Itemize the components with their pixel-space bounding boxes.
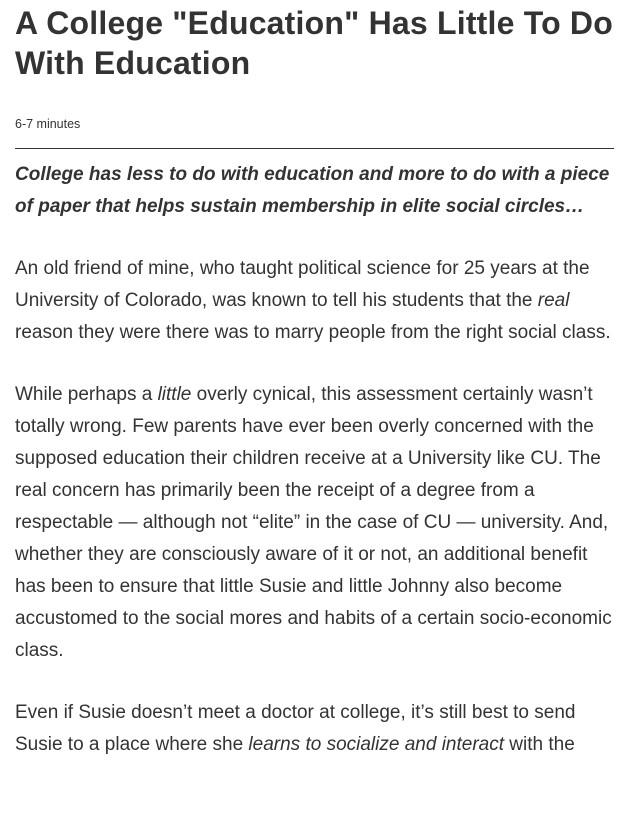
reading-time: 6-7 minutes (15, 117, 81, 131)
emphasis-text: real (537, 290, 570, 311)
paragraph-text: While perhaps a (15, 384, 158, 405)
article-title: A College "Education" Has Little To Do With Education (15, 5, 613, 81)
paragraph-text: reason they were there was to marry people from the right social class. (15, 322, 611, 343)
paragraph-3 (15, 697, 614, 761)
emphasis-text: little (157, 384, 192, 405)
paragraph-1 (15, 253, 614, 349)
paragraph-text: overly cynical, this assessment certainly wasn’t totally wrong. Few parents have ever been overly concerned with the supposed education their children receive at a University like CU. The real concern has primarily been the receipt of a degree from a respectable — although not “elite” in the case of CU — university. And, whether they are consciously aware of it or not, an additional benefit has been to ensure that little Susie and little Johnny also become accustomed to the social mores and habits of a certain socio-economic class. (15, 384, 612, 661)
article-page (0, 3, 630, 761)
paragraph-text: Even if Susie doesn’t meet a doctor at college, it’s still best to send Susie to a place where she (15, 702, 576, 755)
article-lead: College has less to do with education and more to do with a piece of paper that helps sustain membership in elite social circles… (15, 164, 610, 217)
title-divider (15, 148, 614, 149)
paragraph-text: with the (504, 734, 575, 755)
paragraph-2 (15, 379, 614, 667)
paragraph-text: An old friend of mine, who taught political science for 25 years at the University of Colorado, was known to tell his students that the (15, 258, 590, 311)
emphasis-text: learns to socialize and interact (248, 734, 505, 755)
